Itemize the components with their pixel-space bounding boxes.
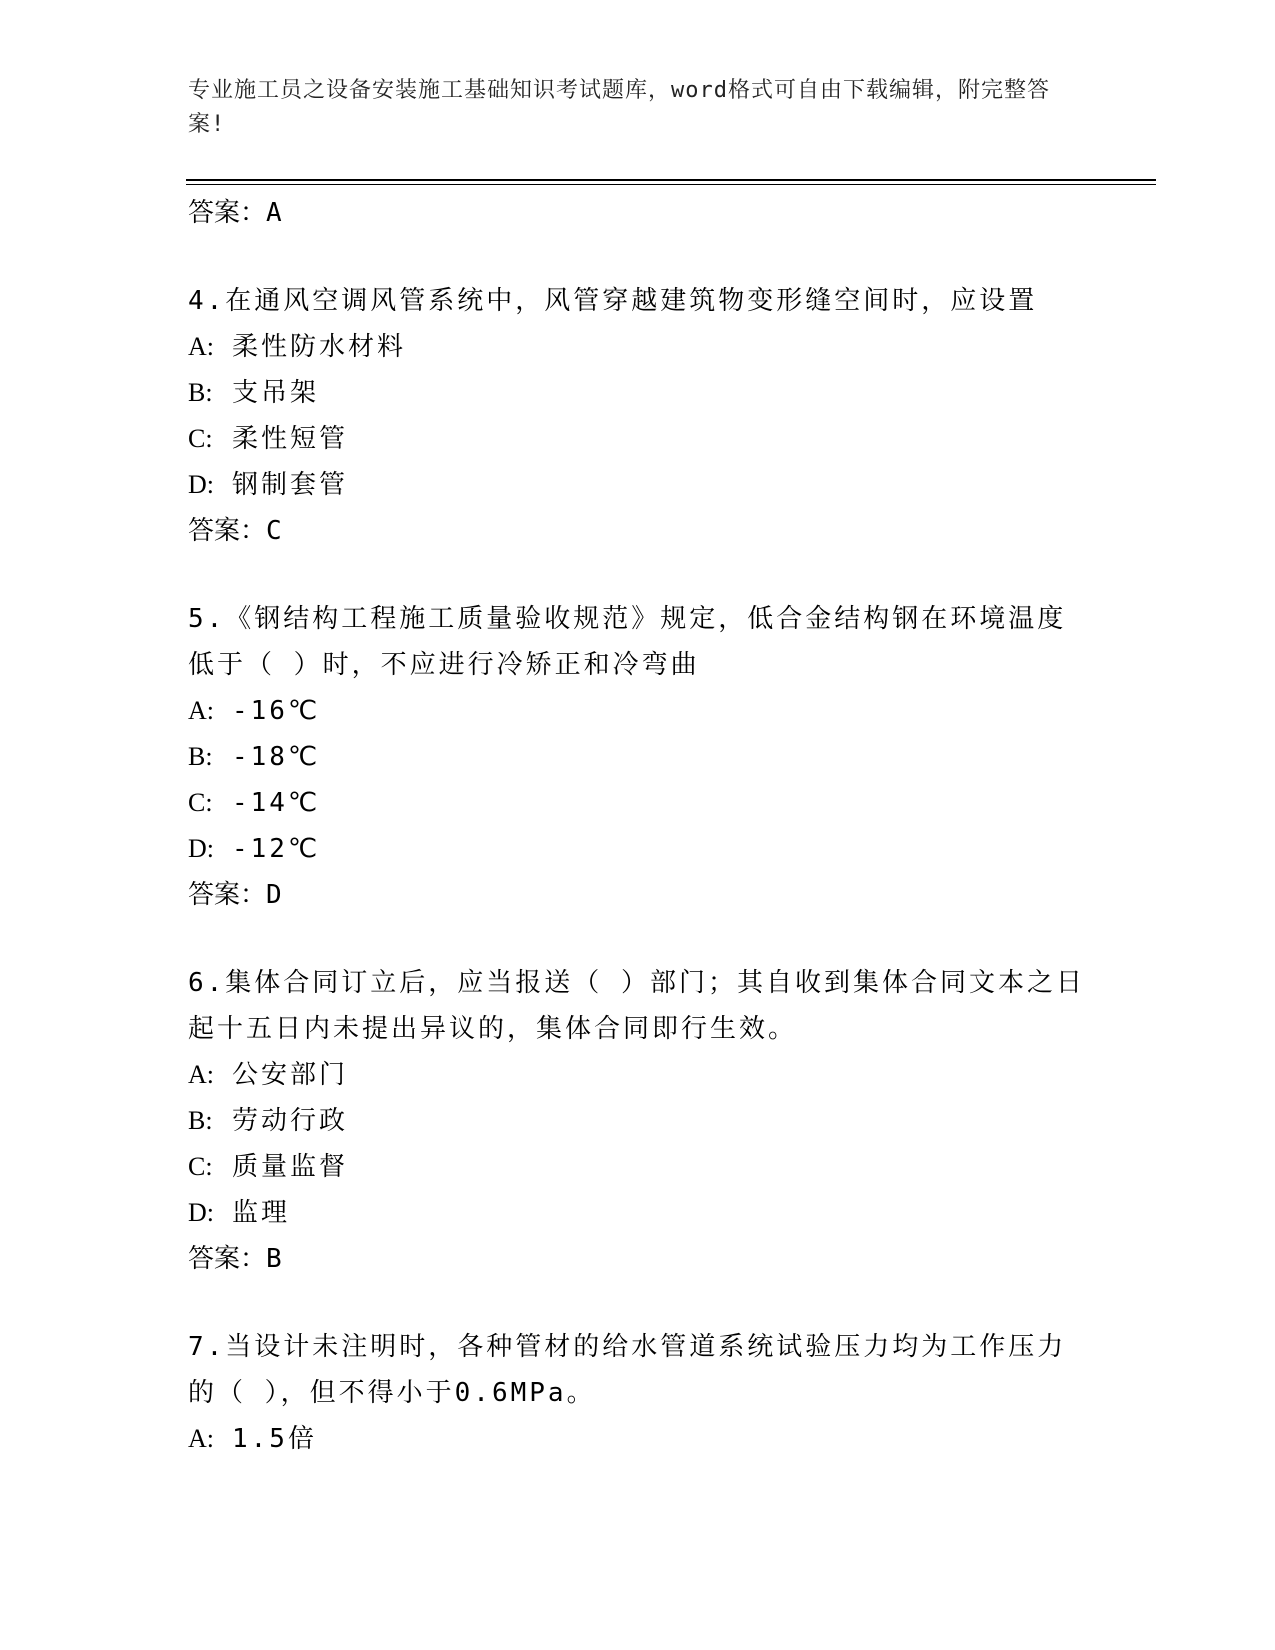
option-letter: B: xyxy=(188,742,213,771)
question-text: 4.在通风空调风管系统中，风管穿越建筑物变形缝空间时，应设置 xyxy=(188,286,1038,316)
question-6 xyxy=(188,960,1088,1282)
answer-label: 答案： xyxy=(188,198,267,228)
header-divider-thick xyxy=(186,179,1156,181)
question-text: 7.当设计未注明时，各种管材的给水管道系统试验压力均为工作压力的（ ），但不得小于0.6MPa。 xyxy=(188,1332,1067,1408)
option-text: 支吊架 xyxy=(232,378,320,408)
option-letter: C: xyxy=(188,424,213,453)
option-letter: D: xyxy=(188,470,214,499)
answer-value: A xyxy=(266,198,282,228)
answer-label: 答案： xyxy=(188,1244,267,1274)
option-letter: A: xyxy=(188,1424,214,1453)
option-c xyxy=(188,416,1088,462)
option-text: 1.5倍 xyxy=(232,1424,317,1454)
answer-value: C xyxy=(266,516,282,546)
option-text: 柔性短管 xyxy=(232,424,349,454)
option-text: 劳动行政 xyxy=(232,1106,349,1136)
answer-line-q3 xyxy=(188,190,1088,236)
option-d xyxy=(188,1190,1088,1236)
question-7 xyxy=(188,1324,1088,1462)
option-d xyxy=(188,462,1088,508)
document-header xyxy=(188,74,1068,142)
option-letter: C: xyxy=(188,788,213,817)
option-a xyxy=(188,324,1088,370)
question-4 xyxy=(188,278,1088,554)
option-a xyxy=(188,1416,1088,1462)
option-letter: D: xyxy=(188,834,214,863)
option-a xyxy=(188,1052,1088,1098)
question-text: 6.集体合同订立后，应当报送（ ）部门；其自收到集体合同文本之日起十五日内未提出异议的，集体合同即行生效。 xyxy=(188,968,1085,1044)
option-a xyxy=(188,688,1088,734)
answer-label: 答案： xyxy=(188,880,267,910)
option-text: 质量监督 xyxy=(232,1152,349,1182)
option-text: -12℃ xyxy=(232,834,321,864)
document-body xyxy=(188,190,1088,1462)
option-c xyxy=(188,780,1088,826)
option-c xyxy=(188,1144,1088,1190)
question-5 xyxy=(188,596,1088,918)
option-letter: A: xyxy=(188,1060,214,1089)
answer-label: 答案： xyxy=(188,516,267,546)
option-text: -18℃ xyxy=(232,742,321,772)
option-letter: D: xyxy=(188,1198,214,1227)
answer-value: D xyxy=(266,880,282,910)
option-text: 钢制套管 xyxy=(232,470,349,500)
answer-line xyxy=(188,872,1088,918)
option-text: -16℃ xyxy=(232,696,321,726)
option-text: 柔性防水材料 xyxy=(232,332,407,362)
option-d xyxy=(188,826,1088,872)
option-b xyxy=(188,1098,1088,1144)
option-b xyxy=(188,370,1088,416)
answer-line xyxy=(188,1236,1088,1282)
option-text: 监理 xyxy=(232,1198,291,1228)
option-letter: B: xyxy=(188,1106,213,1135)
option-text: 公安部门 xyxy=(232,1060,349,1090)
answer-line xyxy=(188,508,1088,554)
option-b xyxy=(188,734,1088,780)
option-letter: A: xyxy=(188,696,214,725)
option-text: -14℃ xyxy=(232,788,321,818)
question-text: 5.《钢结构工程施工质量验收规范》规定，低合金结构钢在环境温度低于（ ）时，不应进行冷矫正和冷弯曲 xyxy=(188,604,1067,680)
option-letter: C: xyxy=(188,1152,213,1181)
header-text: 专业施工员之设备安装施工基础知识考试题库，word格式可自由下载编辑，附完整答案! xyxy=(188,78,1050,137)
option-letter: A: xyxy=(188,332,214,361)
answer-value: B xyxy=(266,1244,282,1274)
option-letter: B: xyxy=(188,378,213,407)
header-divider-thin xyxy=(186,184,1156,185)
